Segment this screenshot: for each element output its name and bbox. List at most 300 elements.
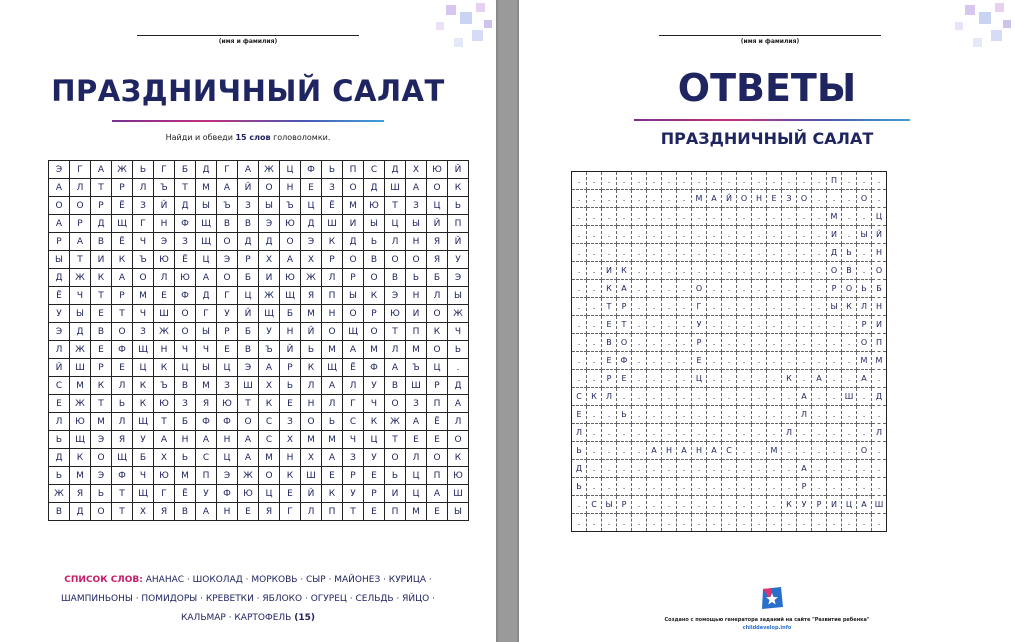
- grid-cell: Р: [617, 496, 632, 514]
- grid-row: [572, 334, 887, 352]
- grid-cell: .: [857, 514, 872, 532]
- grid-cell: Ъ: [154, 179, 175, 197]
- grid-cell: Ъ: [133, 251, 154, 269]
- grid-cell: .: [812, 352, 827, 370]
- grid-cell: А: [857, 370, 872, 388]
- grid-cell: У: [797, 496, 812, 514]
- grid-cell: Э: [49, 161, 70, 179]
- grid-cell: О: [217, 233, 238, 251]
- grid-cell: Х: [133, 503, 154, 521]
- grid-cell: .: [632, 298, 647, 316]
- grid-cell: Р: [692, 334, 707, 352]
- grid-cell: .: [677, 352, 692, 370]
- grid-cell: Щ: [196, 215, 217, 233]
- grid-cell: Н: [322, 305, 343, 323]
- grid-cell: И: [91, 251, 112, 269]
- grid-cell: .: [647, 172, 662, 190]
- grid-cell: .: [707, 298, 722, 316]
- grid-cell: .: [842, 370, 857, 388]
- grid-cell: .: [812, 172, 827, 190]
- grid-cell: П: [448, 215, 469, 233]
- grid-cell: О: [797, 190, 812, 208]
- grid-cell: Щ: [70, 431, 91, 449]
- grid-cell: .: [827, 316, 842, 334]
- grid-cell: .: [827, 442, 842, 460]
- grid-cell: В: [217, 215, 238, 233]
- grid-cell: Ч: [343, 431, 364, 449]
- grid-cell: Ш: [448, 485, 469, 503]
- grid-cell: .: [617, 424, 632, 442]
- grid-cell: .: [767, 172, 782, 190]
- grid-cell: .: [857, 424, 872, 442]
- grid-cell: М: [175, 467, 196, 485]
- grid-cell: Т: [91, 287, 112, 305]
- grid-cell: Г: [154, 161, 175, 179]
- grid-cell: Э: [91, 431, 112, 449]
- grid-cell: .: [857, 388, 872, 406]
- grid-cell: .: [662, 370, 677, 388]
- grid-cell: С: [364, 161, 385, 179]
- grid-cell: .: [602, 226, 617, 244]
- grid-cell: .: [647, 280, 662, 298]
- grid-cell: О: [364, 323, 385, 341]
- grid-row: [49, 449, 469, 467]
- grid-cell: Т: [70, 251, 91, 269]
- grid-cell: Е: [767, 190, 782, 208]
- grid-cell: Д: [196, 161, 217, 179]
- grid-cell: .: [842, 352, 857, 370]
- grid-cell: Е: [91, 341, 112, 359]
- grid-cell: Е: [406, 431, 427, 449]
- grid-cell: О: [259, 467, 280, 485]
- grid-cell: .: [722, 496, 737, 514]
- grid-cell: К: [842, 298, 857, 316]
- grid-cell: Л: [427, 287, 448, 305]
- grid-cell: Ъ: [259, 341, 280, 359]
- grid-cell: Й: [448, 233, 469, 251]
- grid-cell: У: [364, 449, 385, 467]
- grid-cell: Ь: [91, 485, 112, 503]
- grid-cell: .: [872, 442, 887, 460]
- grid-cell: .: [602, 424, 617, 442]
- grid-cell: .: [707, 352, 722, 370]
- grid-cell: О: [343, 179, 364, 197]
- grid-cell: .: [647, 352, 662, 370]
- grid-cell: .: [602, 514, 617, 532]
- grid-cell: С: [196, 449, 217, 467]
- grid-cell: .: [617, 442, 632, 460]
- grid-cell: К: [322, 233, 343, 251]
- grid-cell: Л: [301, 377, 322, 395]
- grid-row: [49, 179, 469, 197]
- grid-cell: З: [782, 190, 797, 208]
- grid-cell: .: [707, 172, 722, 190]
- grid-cell: Х: [280, 431, 301, 449]
- grid-cell: З: [175, 395, 196, 413]
- grid-row: [572, 406, 887, 424]
- grid-cell: .: [617, 244, 632, 262]
- grid-cell: .: [662, 514, 677, 532]
- grid-cell: Я: [196, 395, 217, 413]
- grid-cell: Ц: [406, 485, 427, 503]
- grid-cell: .: [662, 352, 677, 370]
- decorative-squares: [376, 0, 496, 80]
- grid-cell: .: [587, 370, 602, 388]
- word-list-line: КАЛЬМАР · КАРТОФЕЛЬ: [181, 613, 295, 623]
- grid-cell: Е: [112, 359, 133, 377]
- grid-cell: Ш: [301, 467, 322, 485]
- grid-cell: Ё: [112, 233, 133, 251]
- grid-cell: .: [842, 478, 857, 496]
- grid-cell: .: [722, 298, 737, 316]
- grid-cell: .: [737, 208, 752, 226]
- word-list: [40, 571, 456, 628]
- grid-cell: Е: [49, 395, 70, 413]
- grid-cell: .: [737, 406, 752, 424]
- grid-cell: Ш: [385, 179, 406, 197]
- grid-cell: .: [722, 244, 737, 262]
- grid-cell: Т: [91, 395, 112, 413]
- grid-cell: М: [196, 377, 217, 395]
- grid-cell: Й: [301, 323, 322, 341]
- grid-cell: Щ: [196, 233, 217, 251]
- grid-cell: .: [677, 280, 692, 298]
- grid-cell: .: [797, 244, 812, 262]
- grid-cell: Ы: [364, 215, 385, 233]
- grid-cell: .: [662, 316, 677, 334]
- grid-cell: .: [572, 190, 587, 208]
- grid-cell: Ф: [617, 352, 632, 370]
- grid-cell: .: [737, 460, 752, 478]
- grid-cell: Ь: [857, 280, 872, 298]
- grid-cell: З: [238, 197, 259, 215]
- grid-row: [49, 215, 469, 233]
- grid-cell: Р: [280, 359, 301, 377]
- grid-cell: О: [692, 280, 707, 298]
- grid-cell: .: [677, 226, 692, 244]
- grid-cell: .: [752, 352, 767, 370]
- grid-cell: .: [707, 424, 722, 442]
- grid-cell: Р: [812, 496, 827, 514]
- grid-cell: Р: [49, 233, 70, 251]
- grid-cell: .: [782, 460, 797, 478]
- grid-cell: Ц: [872, 208, 887, 226]
- grid-cell: К: [427, 323, 448, 341]
- grid-cell: Щ: [133, 485, 154, 503]
- grid-cell: .: [767, 226, 782, 244]
- page-divider: [498, 0, 517, 642]
- grid-cell: О: [175, 323, 196, 341]
- grid-cell: Т: [112, 305, 133, 323]
- grid-cell: .: [677, 244, 692, 262]
- grid-cell: .: [617, 460, 632, 478]
- grid-cell: Э: [385, 287, 406, 305]
- grid-cell: .: [767, 244, 782, 262]
- grid-cell: О: [385, 395, 406, 413]
- grid-cell: .: [782, 334, 797, 352]
- grid-cell: Р: [427, 377, 448, 395]
- grid-cell: В: [842, 262, 857, 280]
- grid-cell: М: [364, 341, 385, 359]
- grid-cell: Ы: [70, 305, 91, 323]
- grid-cell: О: [133, 269, 154, 287]
- grid-cell: .: [587, 262, 602, 280]
- grid-cell: Т: [385, 323, 406, 341]
- grid-cell: .: [812, 316, 827, 334]
- grid-cell: А: [238, 431, 259, 449]
- grid-cell: .: [737, 280, 752, 298]
- grid-cell: .: [647, 298, 662, 316]
- grid-cell: .: [752, 406, 767, 424]
- word-list-label: СПИСОК СЛОВ:: [64, 575, 143, 585]
- grid-cell: Р: [602, 370, 617, 388]
- grid-cell: .: [842, 316, 857, 334]
- grid-cell: .: [632, 424, 647, 442]
- grid-cell: .: [632, 478, 647, 496]
- grid-cell: М: [133, 287, 154, 305]
- grid-cell: А: [448, 395, 469, 413]
- grid-cell: .: [587, 208, 602, 226]
- grid-cell: .: [812, 226, 827, 244]
- grid-cell: Н: [175, 431, 196, 449]
- grid-cell: .: [448, 359, 469, 377]
- grid-cell: Я: [70, 485, 91, 503]
- grid-cell: Ц: [427, 359, 448, 377]
- grid-cell: .: [587, 424, 602, 442]
- grid-cell: А: [797, 460, 812, 478]
- grid-cell: Н: [154, 341, 175, 359]
- grid-cell: .: [857, 244, 872, 262]
- grid-cell: .: [632, 352, 647, 370]
- grid-cell: .: [662, 244, 677, 262]
- grid-cell: Ь: [364, 233, 385, 251]
- grid-cell: .: [572, 298, 587, 316]
- grid-cell: .: [677, 514, 692, 532]
- grid-cell: Ш: [238, 377, 259, 395]
- grid-cell: .: [737, 496, 752, 514]
- grid-cell: Д: [872, 388, 887, 406]
- grid-cell: Ф: [217, 413, 238, 431]
- grid-cell: .: [857, 208, 872, 226]
- grid-cell: .: [587, 442, 602, 460]
- grid-cell: .: [767, 316, 782, 334]
- grid-cell: Т: [385, 197, 406, 215]
- grid-cell: .: [872, 478, 887, 496]
- grid-cell: .: [812, 244, 827, 262]
- grid-cell: .: [677, 172, 692, 190]
- grid-cell: Ю: [280, 269, 301, 287]
- grid-cell: .: [692, 514, 707, 532]
- grid-cell: П: [385, 503, 406, 521]
- grid-cell: Н: [280, 179, 301, 197]
- grid-cell: Ь: [448, 341, 469, 359]
- grid-cell: .: [827, 334, 842, 352]
- grid-cell: Н: [217, 503, 238, 521]
- grid-cell: З: [343, 449, 364, 467]
- grid-cell: К: [91, 377, 112, 395]
- grid-cell: Д: [385, 161, 406, 179]
- grid-row: [49, 233, 469, 251]
- grid-cell: Г: [217, 287, 238, 305]
- grid-cell: О: [617, 334, 632, 352]
- grid-cell: О: [406, 251, 427, 269]
- grid-cell: .: [602, 406, 617, 424]
- grid-cell: Р: [343, 269, 364, 287]
- grid-cell: .: [662, 334, 677, 352]
- grid-cell: .: [767, 388, 782, 406]
- grid-cell: .: [632, 460, 647, 478]
- grid-cell: А: [617, 280, 632, 298]
- grid-cell: М: [872, 352, 887, 370]
- grid-cell: Ю: [448, 467, 469, 485]
- grid-cell: .: [602, 478, 617, 496]
- grid-row: [49, 341, 469, 359]
- grid-row: [49, 413, 469, 431]
- grid-cell: .: [737, 316, 752, 334]
- grid-cell: Ы: [448, 287, 469, 305]
- grid-cell: .: [812, 424, 827, 442]
- grid-cell: З: [217, 377, 238, 395]
- grid-cell: Л: [154, 269, 175, 287]
- grid-cell: О: [427, 305, 448, 323]
- grid-cell: .: [752, 424, 767, 442]
- grid-cell: .: [692, 496, 707, 514]
- grid-cell: Ж: [154, 323, 175, 341]
- grid-cell: В: [175, 377, 196, 395]
- grid-cell: Х: [301, 449, 322, 467]
- grid-cell: .: [662, 298, 677, 316]
- grid-cell: У: [448, 251, 469, 269]
- grid-cell: .: [662, 208, 677, 226]
- instruction: Найди и обведи 15 слов головоломки.: [165, 133, 331, 142]
- grid-cell: Ц: [217, 449, 238, 467]
- grid-cell: Э: [238, 359, 259, 377]
- grid-cell: .: [617, 388, 632, 406]
- grid-cell: Р: [364, 305, 385, 323]
- grid-cell: А: [385, 359, 406, 377]
- grid-cell: .: [647, 244, 662, 262]
- grid-cell: .: [662, 280, 677, 298]
- grid-cell: .: [872, 370, 887, 388]
- grid-cell: Й: [280, 341, 301, 359]
- grid-cell: К: [133, 377, 154, 395]
- grid-cell: О: [364, 269, 385, 287]
- grid-cell: .: [752, 244, 767, 262]
- grid-cell: .: [842, 424, 857, 442]
- grid-cell: Ч: [448, 323, 469, 341]
- grid-cell: .: [752, 388, 767, 406]
- grid-cell: Н: [280, 449, 301, 467]
- grid-cell: .: [782, 514, 797, 532]
- grid-cell: Л: [70, 179, 91, 197]
- grid-cell: .: [722, 460, 737, 478]
- grid-cell: .: [677, 496, 692, 514]
- grid-cell: К: [91, 269, 112, 287]
- grid-cell: К: [782, 370, 797, 388]
- grid-cell: Е: [280, 485, 301, 503]
- grid-cell: .: [707, 334, 722, 352]
- grid-cell: .: [662, 424, 677, 442]
- grid-cell: .: [857, 172, 872, 190]
- grid-cell: Л: [385, 341, 406, 359]
- grid-cell: .: [692, 388, 707, 406]
- grid-cell: .: [797, 514, 812, 532]
- name-line: [137, 35, 359, 36]
- grid-cell: У: [692, 316, 707, 334]
- grid-cell: Ь: [448, 197, 469, 215]
- grid-cell: Ь: [322, 161, 343, 179]
- grid-cell: .: [602, 442, 617, 460]
- grid-cell: Б: [238, 269, 259, 287]
- grid-cell: Я: [112, 431, 133, 449]
- grid-cell: Ь: [385, 467, 406, 485]
- grid-cell: К: [70, 449, 91, 467]
- grid-cell: .: [842, 334, 857, 352]
- grid-row: [572, 244, 887, 262]
- grid-cell: Щ: [112, 215, 133, 233]
- grid-cell: О: [857, 442, 872, 460]
- grid-row: [572, 514, 887, 532]
- grid-cell: Ю: [154, 467, 175, 485]
- grid-cell: Л: [49, 413, 70, 431]
- grid-cell: Р: [238, 251, 259, 269]
- grid-cell: О: [737, 190, 752, 208]
- grid-row: [572, 208, 887, 226]
- grid-cell: .: [662, 388, 677, 406]
- grid-cell: Н: [301, 395, 322, 413]
- grid-cell: Е: [301, 179, 322, 197]
- grid-cell: .: [587, 352, 602, 370]
- grid-cell: К: [617, 262, 632, 280]
- grid-cell: .: [827, 460, 842, 478]
- grid-cell: Ё: [427, 413, 448, 431]
- grid-cell: .: [782, 244, 797, 262]
- grid-cell: А: [154, 431, 175, 449]
- grid-cell: .: [707, 514, 722, 532]
- grid-cell: В: [238, 341, 259, 359]
- grid-cell: Д: [49, 269, 70, 287]
- grid-cell: Д: [91, 215, 112, 233]
- grid-cell: К: [782, 496, 797, 514]
- grid-cell: .: [767, 370, 782, 388]
- grid-cell: .: [632, 262, 647, 280]
- grid-cell: .: [782, 352, 797, 370]
- grid-cell: .: [587, 298, 602, 316]
- grid-cell: Ь: [842, 244, 857, 262]
- grid-cell: Щ: [133, 341, 154, 359]
- grid-cell: .: [647, 478, 662, 496]
- grid-cell: Э: [217, 467, 238, 485]
- grid-cell: .: [797, 424, 812, 442]
- grid-cell: А: [70, 233, 91, 251]
- grid-cell: .: [647, 208, 662, 226]
- answers-page: [519, 0, 1015, 642]
- grid-cell: .: [752, 496, 767, 514]
- grid-cell: А: [196, 269, 217, 287]
- grid-cell: Х: [259, 251, 280, 269]
- grid-cell: Т: [238, 395, 259, 413]
- grid-cell: .: [722, 172, 737, 190]
- grid-cell: .: [707, 460, 722, 478]
- grid-cell: Щ: [322, 359, 343, 377]
- grid-cell: Ь: [301, 341, 322, 359]
- grid-cell: А: [322, 377, 343, 395]
- grid-cell: Й: [872, 226, 887, 244]
- grid-cell: К: [587, 388, 602, 406]
- grid-cell: Ю: [364, 197, 385, 215]
- grid-cell: .: [707, 316, 722, 334]
- grid-cell: Р: [857, 316, 872, 334]
